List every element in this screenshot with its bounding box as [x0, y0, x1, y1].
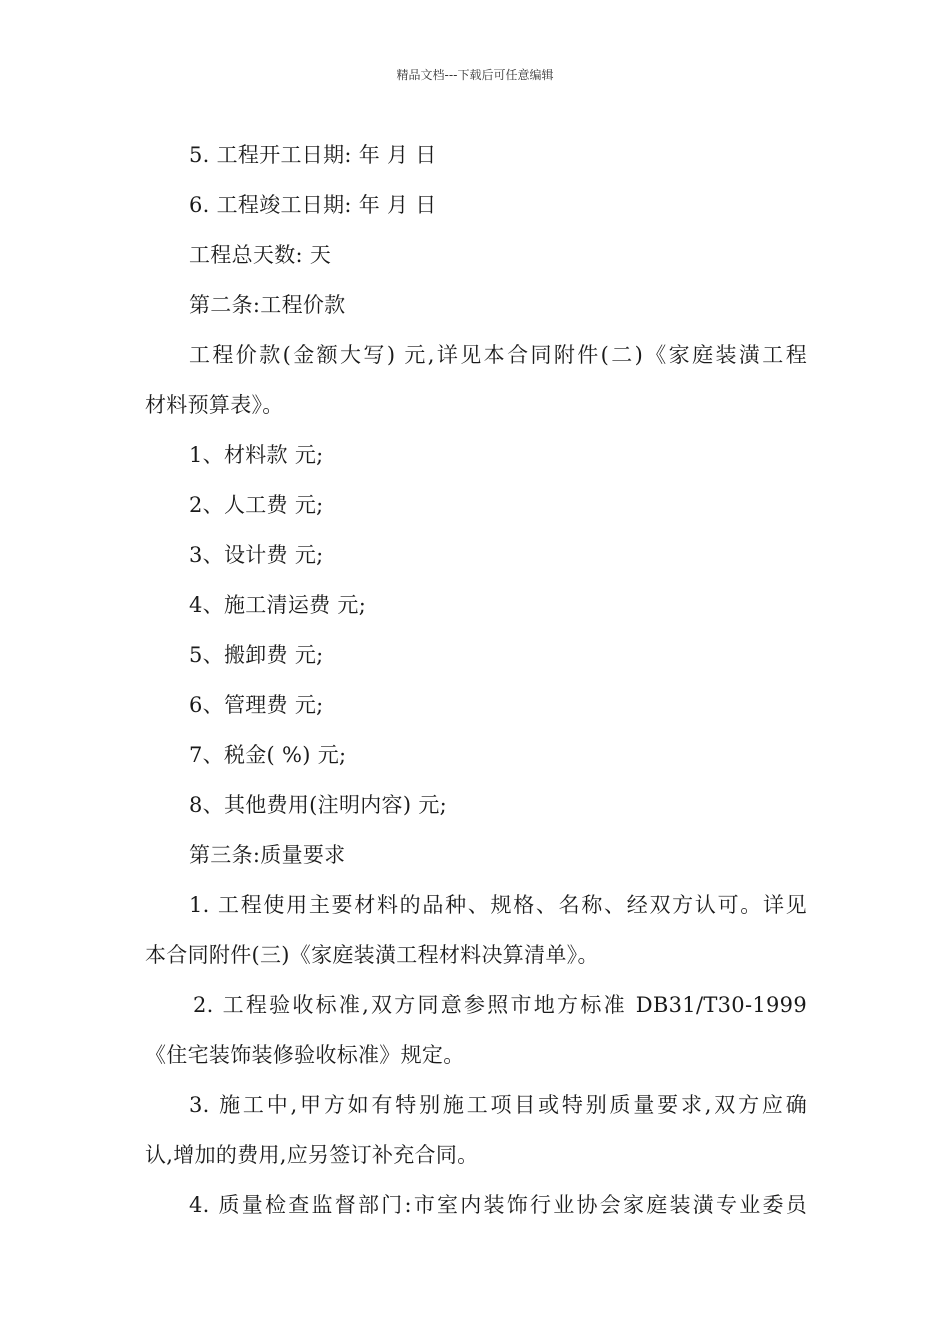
- fee-item-design: 3、设计费 元;: [189, 543, 324, 567]
- start-date-line: 5. 工程开工日期: 年 月 日: [189, 143, 437, 167]
- fee-item-labor: 2、人工费 元;: [189, 493, 324, 517]
- fee-item-materials: 1、材料款 元;: [189, 443, 324, 467]
- document-body: [145, 130, 807, 1230]
- section-heading-quality: 第三条:质量要求: [189, 843, 346, 867]
- fee-item-other: 8、其他费用(注明内容) 元;: [189, 793, 447, 817]
- fee-item-tax: 7、税金( %) 元;: [189, 743, 347, 767]
- quality-item-3-line-2: 认,增加的费用,应另签订补充合同。: [145, 1143, 479, 1167]
- fee-item-management: 6、管理费 元;: [189, 693, 324, 717]
- quality-item-1-line-1: 1. 工程使用主要材料的品种、规格、名称、经双方认可。详见: [189, 893, 807, 917]
- section-heading-price: 第二条:工程价款: [189, 293, 346, 317]
- fee-item-moving: 5、搬卸费 元;: [189, 643, 324, 667]
- total-days-line: 工程总天数: 天: [189, 243, 332, 267]
- quality-item-2-line-2: 《住宅装饰装修验收标准》规定。: [145, 1043, 465, 1067]
- completion-date-line: 6. 工程竣工日期: 年 月 日: [189, 193, 437, 217]
- quality-item-4-line-1: 4. 质量检查监督部门:市室内装饰行业协会家庭装潢专业委员: [189, 1193, 807, 1217]
- price-paragraph-line-1: 工程价款(金额大写) 元,详见本合同附件(二)《家庭装潢工程: [189, 343, 807, 367]
- quality-item-1-line-2: 本合同附件(三)《家庭装潢工程材料决算清单》。: [145, 943, 599, 967]
- quality-item-2-line-1: 2. 工程验收标准,双方同意参照市地方标准 DB31/T30-1999: [193, 993, 807, 1017]
- price-paragraph-line-2: 材料预算表》。: [145, 393, 284, 417]
- fee-item-cleanup: 4、施工清运费 元;: [189, 593, 367, 617]
- quality-item-3-line-1: 3. 施工中,甲方如有特别施工项目或特别质量要求,双方应确: [189, 1093, 807, 1117]
- page-header: 精品文档---下载后可任意编辑: [396, 68, 554, 82]
